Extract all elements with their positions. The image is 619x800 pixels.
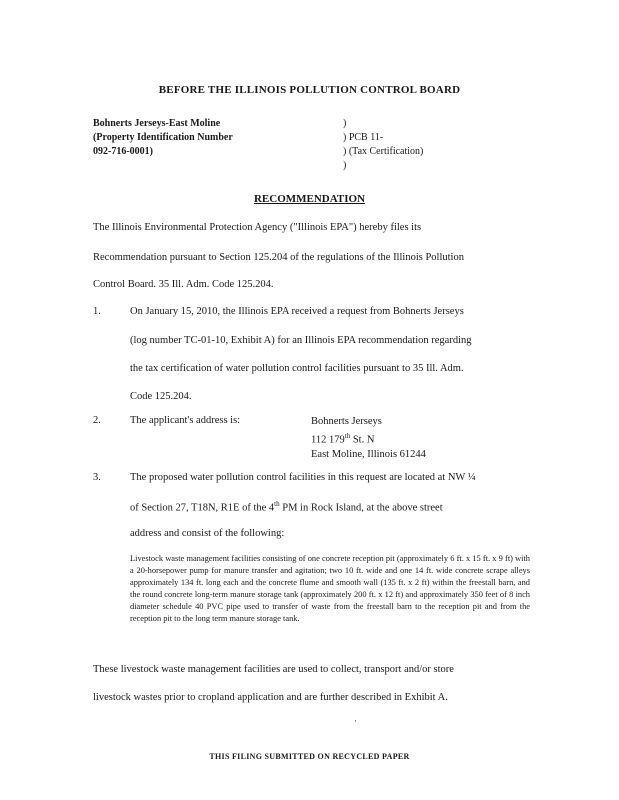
item-number: 2. [93, 415, 101, 426]
item1-line: Code 125.204. [130, 391, 192, 402]
stray-mark: · [354, 716, 357, 726]
caption-right-line: ) [343, 160, 347, 171]
closing-line: These livestock waste management facilities are used to collect, transport and/or store [93, 664, 454, 675]
item-number: 1. [93, 306, 101, 317]
closing-line: livestock wastes prior to cropland application and are further described in Exhibit A. [93, 692, 448, 703]
caption-right-line: ) (Tax Certification) [343, 146, 424, 157]
intro-line: Control Board. 35 Ill. Adm. Code 125.204. [93, 279, 274, 290]
address-name: Bohnerts Jerseys [311, 416, 382, 427]
item1-line: (log number TC-01-10, Exhibit A) for an Illinois EPA recommendation regarding [130, 335, 472, 346]
case-caption-left [93, 117, 233, 159]
intro-line: Recommendation pursuant to Section 125.204 of the regulations of the Illinois Pollution [93, 252, 464, 263]
facility-description-block: Livestock waste management facilities consisting of one concrete reception pit (approximately 6 ft. x 15 ft. x 9 ft) with a 20-horsepower pump for manure transfer and agitation; two 10 ft. wide and one 14 ft. wide concrete scrape alleys approximately 134 ft. long each and the concrete flume and smooth wall (135 ft. x 2 ft) within the freestall barn, and the round concrete long-term manure storage tank (approximately 200 ft. x 12 ft) and approximately 350 feet of 8 inch diameter schedule 40 PVC pipe used to transfer of waste from the freestall barn to the reception pit and from the reception pit to the long term manure storage tank. [130, 554, 530, 623]
caption-left-line: Bohnerts Jerseys-East Moline [93, 118, 221, 129]
address-street: 112 179th St. N [311, 432, 375, 446]
item-number: 3. [93, 472, 101, 483]
item1-line: On January 15, 2010, the Illinois EPA received a request from Bohnerts Jerseys [130, 306, 464, 317]
recommendation-title: RECOMMENDATION [253, 193, 365, 205]
address-label: The applicant's address is: [130, 415, 241, 426]
item3-line: address and consist of the following: [130, 528, 285, 539]
caption-right-line: ) PCB 11- [343, 132, 384, 143]
item3-line: The proposed water pollution control facilities in this request are located at NW ¼ [130, 472, 476, 483]
board-heading: BEFORE THE ILLINOIS POLLUTION CONTROL BOARD [158, 84, 461, 96]
address-city: East Moline, Illinois 61244 [311, 448, 426, 460]
caption-right-line: ) [343, 118, 347, 129]
caption-left-line: 092-716-0001) [93, 146, 153, 157]
item1-line: the tax certification of water pollution control facilities pursuant to 35 Ill. Adm. [130, 363, 464, 374]
item3-line: of Section 27, T18N, R1E of the 4th PM in Rock Island, at the above street [130, 500, 443, 514]
recycled-paper-footer: THIS FILING SUBMITTED ON RECYCLED PAPER [209, 752, 410, 761]
applicant-address [311, 415, 426, 462]
intro-line: The Illinois Environmental Protection Agency ("Illinois EPA") hereby files its [93, 222, 422, 233]
caption-left-line: (Property Identification Number [93, 132, 233, 143]
case-caption-right [343, 117, 423, 173]
